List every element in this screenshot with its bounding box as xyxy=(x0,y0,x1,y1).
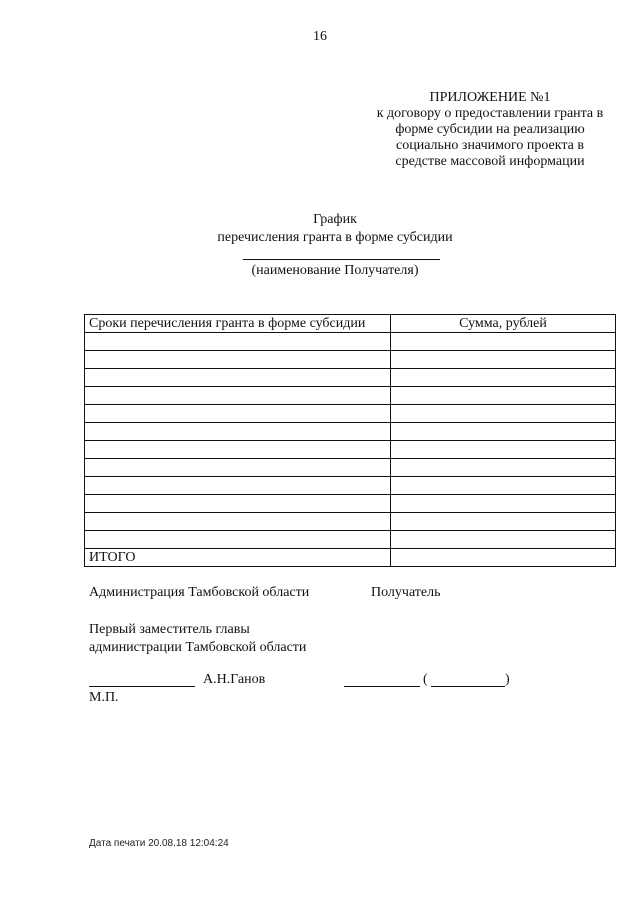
schedule-title: График xyxy=(313,212,357,227)
appendix-block xyxy=(360,90,620,170)
sum-cell xyxy=(391,405,616,423)
table-row xyxy=(85,531,616,549)
deputy-line: Первый заместитель главы xyxy=(89,622,250,637)
appendix-line: социально значимого проекта в xyxy=(396,138,584,153)
period-cell xyxy=(85,459,391,477)
period-cell xyxy=(85,441,391,459)
period-cell xyxy=(85,387,391,405)
schedule-table xyxy=(84,314,616,567)
paren-open: ( xyxy=(423,672,428,687)
table-row xyxy=(85,351,616,369)
appendix-line: форме субсидии на реализацию xyxy=(395,122,585,137)
table-row xyxy=(85,387,616,405)
period-cell xyxy=(85,513,391,531)
appendix-line: к договору о предоставлении гранта в xyxy=(376,106,604,121)
recipient-signature-line xyxy=(344,686,420,687)
deputy-line: администрации Тамбовской области xyxy=(89,640,307,655)
admin-label: Администрация Тамбовской области xyxy=(89,585,310,600)
table-row xyxy=(85,459,616,477)
period-cell xyxy=(85,531,391,549)
table-body xyxy=(85,333,616,567)
total-label: ИТОГО xyxy=(85,549,391,567)
print-date: Дата печати 20.08.18 12:04:24 xyxy=(89,838,229,849)
period-cell xyxy=(85,351,391,369)
table-row xyxy=(85,477,616,495)
page-number: 16 xyxy=(313,29,327,44)
signer-name: А.Н.Ганов xyxy=(203,672,266,687)
period-cell xyxy=(85,333,391,351)
stamp-place-label: М.П. xyxy=(89,690,119,705)
column-header-periods: Сроки перечисления гранта в форме субсидии xyxy=(85,315,391,333)
table-row xyxy=(85,495,616,513)
sum-cell xyxy=(391,531,616,549)
sum-cell xyxy=(391,495,616,513)
recipient-name-line xyxy=(243,259,440,260)
total-sum-cell xyxy=(391,549,616,567)
period-cell xyxy=(85,405,391,423)
period-cell xyxy=(85,423,391,441)
schedule-subtitle: перечисления гранта в форме субсидии xyxy=(217,230,453,245)
recipient-caption: (наименование Получателя) xyxy=(251,263,419,278)
paren-close: ) xyxy=(505,672,510,687)
sum-cell xyxy=(391,369,616,387)
sum-cell xyxy=(391,387,616,405)
table-row xyxy=(85,333,616,351)
sum-cell xyxy=(391,441,616,459)
sum-cell xyxy=(391,513,616,531)
sum-cell xyxy=(391,423,616,441)
table-row xyxy=(85,441,616,459)
sum-cell xyxy=(391,459,616,477)
deputy-title xyxy=(89,621,306,657)
table-total-row xyxy=(85,549,616,567)
period-cell xyxy=(85,477,391,495)
sum-cell xyxy=(391,333,616,351)
period-cell xyxy=(85,369,391,387)
appendix-line: средстве массовой информации xyxy=(395,154,585,169)
recipient-name-signature-line xyxy=(431,686,505,687)
appendix-title: ПРИЛОЖЕНИЕ №1 xyxy=(429,90,551,105)
table-row xyxy=(85,405,616,423)
recipient-label: Получатель xyxy=(371,585,441,600)
schedule-heading xyxy=(0,211,640,247)
table-row xyxy=(85,369,616,387)
table-header-row xyxy=(85,315,616,333)
table-row xyxy=(85,513,616,531)
admin-signature-line xyxy=(89,686,195,687)
sum-cell xyxy=(391,477,616,495)
sum-cell xyxy=(391,351,616,369)
period-cell xyxy=(85,495,391,513)
column-header-sum: Сумма, рублей xyxy=(391,315,616,333)
table-row xyxy=(85,423,616,441)
